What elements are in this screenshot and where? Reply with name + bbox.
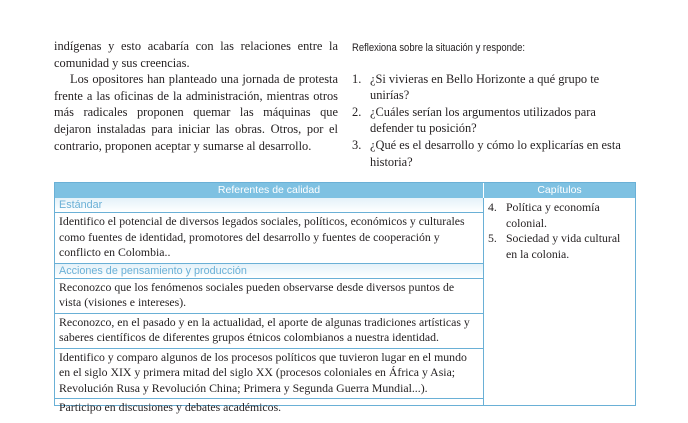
question-text: ¿Si vivieras en Bello Horizonte a qué grupo te unirías? [370, 71, 600, 103]
quality-standards-table [54, 182, 636, 414]
chapters-column [488, 200, 633, 262]
table-row: Reconozco, en el pasado y en la actualidad, el aporte de algunas tradiciones artísticas y saberes científicos de diferentes grupos étnicos colombianos a nuestra identidad. [55, 313, 483, 348]
question-number: 3. [352, 137, 362, 152]
section-title-actions: Acciones de pensamiento y producción [55, 263, 483, 278]
chapter-item [488, 200, 633, 231]
table-row: Identifico el potencial de diversos legados sociales, políticos, económicos y culturales como fuentes de identidad, promotores del desarrollo y fuentes de cooperación y conflicto en Colombia.. [55, 212, 483, 263]
chapter-title: Sociedad y vida cultural en la colonia. [506, 231, 621, 261]
header-quality-references: Referentes de calidad [217, 184, 321, 196]
table-row: Participo en discusiones y debates académicos. [55, 398, 483, 418]
question-number: 1. [352, 71, 362, 86]
standards-column [55, 198, 483, 418]
reflection-block [352, 38, 640, 170]
question-text: ¿Qué es el desarrollo y cómo lo explicarías en esta historia? [370, 137, 621, 169]
chapter-number: 5. [488, 231, 497, 245]
paragraph-opponents: Los opositores han planteado una jornada de protesta frente a las oficinas de la administración, mientras otros más radicales proponen quemar las máquinas que dejaron instaladas para iniciar las obras. Otros, por el contrario, proponen aceptar y sumarse al desarrollo. [54, 72, 338, 153]
question-item [352, 104, 640, 137]
chapter-title: Política y economía colonial. [506, 200, 600, 230]
chapter-item [488, 231, 633, 262]
table-header [55, 183, 635, 198]
table-row: Reconozco que los fenómenos sociales pueden observarse desde diversos puntos de vista (visiones e intereses). [55, 278, 483, 313]
question-item [352, 137, 640, 170]
question-number: 2. [352, 104, 362, 119]
narrative-text [54, 38, 338, 154]
question-item [352, 71, 640, 104]
paragraph-continuation: indígenas y esto acabaría con las relaciones entre la comunidad y sus creencias. [54, 39, 338, 70]
header-chapters: Capítulos [537, 184, 582, 196]
chapter-number: 4. [488, 200, 497, 214]
table-row: Identifico y comparo algunos de los procesos políticos que tuvieron lugar en el mundo en el siglo XIX y primera mitad del siglo XX (procesos coloniales en África y Asia; Revolución Rusa y Revolución China; Primera y Segunda Guerra Mundial...). [55, 348, 483, 399]
section-title-standard: Estándar [55, 198, 483, 212]
column-divider [483, 198, 484, 405]
question-text: ¿Cuáles serían los argumentos utilizados para defender tu posición? [370, 104, 596, 136]
reflection-heading: Reflexiona sobre la situación y responde: [352, 42, 526, 54]
